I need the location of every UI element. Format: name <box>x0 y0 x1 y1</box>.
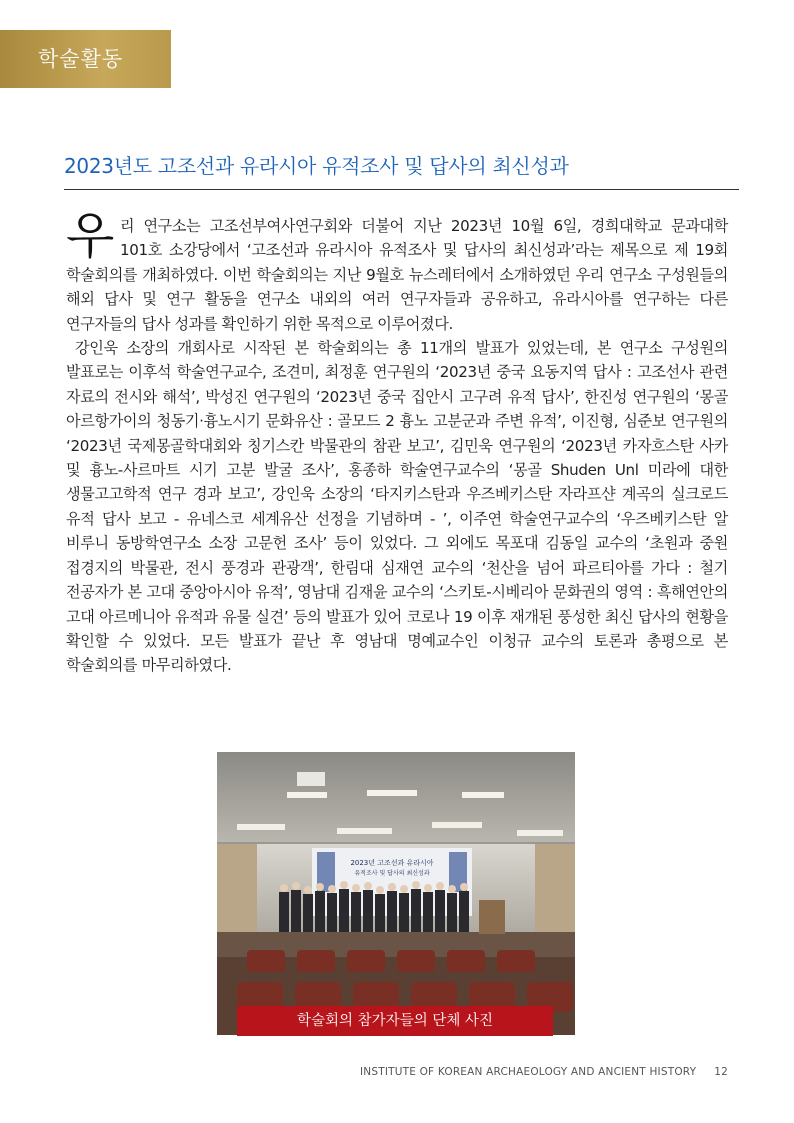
drop-cap: 우 <box>66 207 114 265</box>
footer-institute: INSTITUTE OF KOREAN ARCHAEOLOGY AND ANCIENT HISTORY <box>359 1066 697 1078</box>
section-tab <box>0 30 171 88</box>
section-label: 학술활동 <box>38 47 124 71</box>
page-footer <box>360 1066 728 1078</box>
photo-caption: 학술회의 참가자들의 단체 사진 <box>237 1006 553 1036</box>
paragraph-1 <box>66 207 728 336</box>
page-number: 12 <box>714 1066 728 1078</box>
banner-text-1: 2023년 고조선과 유라시아 <box>350 859 434 867</box>
paragraph-2: 강인욱 소장의 개회사로 시작된 본 학술회의는 총 11개의 발표가 있었는데, 본 연구소 구성원의 발표로는 이후석 학술연구교수, 조견미, 최정훈 연구원의 ‘2023년 중국 요동지역 답사 : 고조선사 관련 자료의 전시와 해석’, 박성진 연구원의 ‘2023년 중국 집안시 고구려 유적 답사’, 한진성 연구원의 ‘몽골 아르항가이의 청동기·흉노시기 문화유산 : 골모드 2 흉노 고분군과 주변 유적’, 이진형, 심준보 연구원의 ‘2023년 국제몽골학대회와 칭기스칸 박물관의 참관 보고’, 김민욱 연구원의 ‘2023년 카자흐스탄 사카 및 흉노-사르마트 시기 고분 발굴 조사’, 홍종하 학술연구교수의 ‘몽골 Shuden Unl 미라에 대한 생물고고학적 연구 경과 보고’, 강인욱 소장의 ‘타지키스탄과 우즈베키스탄 자라프샨 계곡의 실크로드 유적 답사 보고 - 유네스코 세계유산 선정을 기념하며 - ’, 이주연 학술연구교수의 ‘우즈베키스탄 알 비루니 동방학연구소 소장 고문헌 조사’ 등이 있었다. 그 외에도 목포대 김동일 교수의 ‘초원과 중원 접경지의 박물관, 전시 풍경과 관광객’, 한림대 심재연 교수의 ‘천산을 넘어 파르티아를 가다 : 철기 전공자가 본 고대 중앙아시아 유적’, 영남대 김재윤 교수의 ‘스키토-시베리아 문화권의 영역 : 흑해연안의 고대 아르메니아 유적과 유물 실견’ 등의 발표가 있어 코로나 19 이후 재개된 풍성한 최신 답사의 현황을 확인할 수 있었다. 모든 발표가 끝난 후 영남대 명예교수인 이청규 교수의 토론과 총평으로 본 학술회의를 마무리하였다. <box>66 339 728 675</box>
article-title: 2023년도 고조선과 유라시아 유적조사 및 답사의 최신성과 <box>64 150 739 190</box>
article-body <box>66 207 728 678</box>
group-photo <box>217 752 575 1035</box>
paragraph-1-text: 리 연구소는 고조선부여사연구회와 더불어 지난 2023년 10월 6일, 경희대학교 문과대학 101호 소강당에서 ‘고조선과 유라시아 유적조사 및 답사의 최신성과’라는 제목으로 제 19회 학술회의를 개최하였다. 이번 학술회의는 지난 9월호 뉴스레터에서 소개하였던 우리 연구소 구성원들의 해외 답사 및 연구 활동을 연구소 내외의 여러 연구자들과 공유하고, 유라시아를 연구하는 다른 연구자들의 답사 성과를 확인하기 위한 목적으로 이루어졌다. <box>66 217 728 333</box>
banner-text-2: 유적조사 및 답사의 최신성과 <box>354 870 430 877</box>
